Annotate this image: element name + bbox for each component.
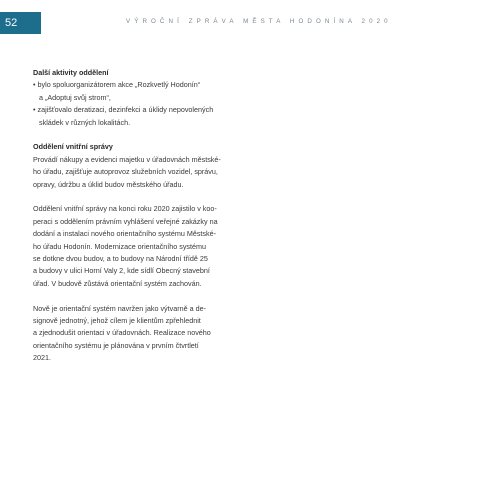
text-line: opravy, údržbu a úklid budov městského úřadu.: [33, 179, 184, 189]
text-line: a budovy v ulici Horní Valy 2, kde sídlí Obecný stavební: [33, 266, 210, 276]
text-line: úřad. V budově zůstává orientační systém zachován.: [33, 278, 202, 288]
text-line: Nově je orientační systém navržen jako výtvarně a de-: [33, 303, 206, 313]
text-line: a zjednodušit orientaci v úřadovnách. Realizace nového: [33, 328, 211, 338]
text-line: dodání a instalaci nového orientačního systému Městské-: [33, 229, 216, 239]
bullet-line: • zajišťovalo deratizaci, dezinfekci a úklidy nepovolených: [33, 105, 214, 115]
paragraph-internal-admin: [33, 154, 243, 191]
section-heading-other-activities: Další aktivity oddělení: [33, 68, 109, 77]
page-number: 52: [0, 12, 41, 34]
text-line: ho úřadu, zajišťuje autoprovoz služebních vozidel, správu,: [33, 167, 218, 177]
section-heading-internal-admin: Oddělení vnitřní správy: [33, 142, 113, 152]
bullet-line: • bylo spoluorganizátorem akce „Rozkvetlý Hodonín“: [33, 80, 201, 90]
text-line: Provádí nákupy a evidenci majetku v úřadovnách městské-: [33, 154, 221, 164]
bullet-line-continuation: skládek v různých lokalitách.: [39, 117, 131, 127]
text-line: 2021.: [33, 353, 51, 363]
running-header: VÝROČNÍ ZPRÁVA MĚSTA HODONÍNA 2020: [126, 18, 392, 25]
paragraph-orientation-system: [33, 203, 243, 290]
text-line: orientačního systému je plánována v prvním čtvrtletí: [33, 340, 199, 350]
text-line: ho úřadu Hodonín. Modernizace orientačního systému: [33, 241, 207, 251]
text-line: Oddělení vnitřní správy na konci roku 2020 zajistilo v koo-: [33, 204, 217, 214]
page-content: [33, 67, 243, 365]
paragraph-new-design: [33, 303, 243, 365]
text-line: signově jednotný, jehož cílem je klientům zpřehlednit: [33, 316, 201, 326]
bullet-item: [33, 104, 243, 129]
bullet-item: [33, 79, 243, 104]
text-line: peraci s oddělením právním vyhlášení veřejné zakázky na: [33, 216, 218, 226]
text-line: se dotkne dvou budov, a to budovy na Národní třídě 25: [33, 254, 208, 264]
bullet-line-continuation: a „Adoptuj svůj strom“,: [39, 92, 111, 102]
